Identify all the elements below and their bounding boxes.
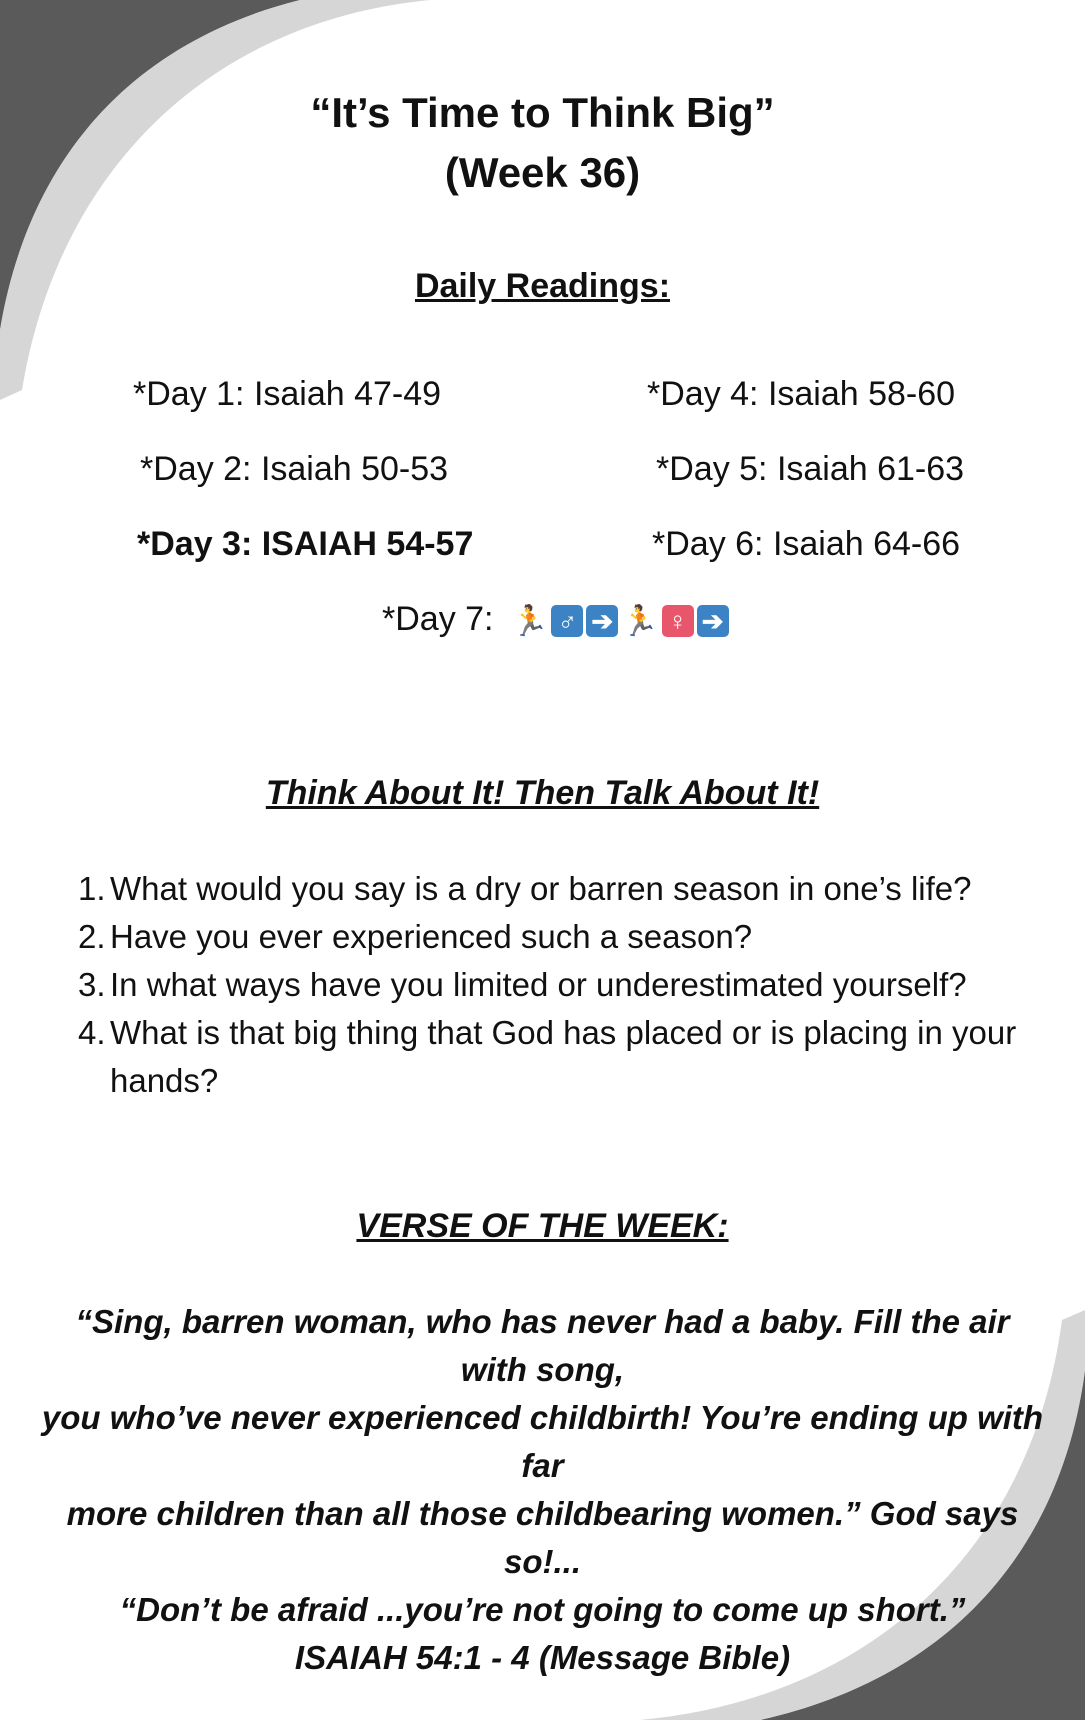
- list-item: [78, 913, 1028, 961]
- man-running-icon: 🏃: [510, 604, 549, 638]
- question-text: In what ways have you limited or underestimated yourself?: [110, 966, 967, 1003]
- reading-day-3: *Day 3: ISAIAH 54-57: [137, 525, 474, 563]
- question-number: 4.: [78, 1014, 106, 1051]
- question-number: 1.: [78, 870, 106, 907]
- verse-heading: VERSE OF THE WEEK:: [356, 1207, 729, 1245]
- verse-line: “Don’t be afraid ...you’re not going to come up short.”: [119, 1591, 966, 1628]
- discussion-heading: Think About It! Then Talk About It!: [265, 774, 820, 812]
- reading-day-6: *Day 6: Isaiah 64-66: [652, 525, 961, 563]
- verse-line: “Sing, barren woman, who has never had a baby. Fill the air with song,: [75, 1303, 1010, 1388]
- reading-day-7: [382, 600, 729, 639]
- woman-running-icon: 🏃: [621, 604, 659, 638]
- question-number: 3.: [78, 966, 106, 1003]
- verse-of-the-week: [40, 1298, 1045, 1682]
- female-sign-icon: ♀: [662, 605, 694, 637]
- male-sign-icon: ♂: [551, 605, 583, 637]
- page-title: “It’s Time to Think Big”: [310, 89, 775, 136]
- reading-day-1: *Day 1: Isaiah 47-49: [133, 375, 442, 413]
- reading-day-2: *Day 2: Isaiah 50-53: [140, 450, 449, 488]
- question-list: [78, 865, 1028, 1105]
- question-text: Have you ever experienced such a season?: [110, 918, 753, 955]
- list-item: [78, 865, 1028, 913]
- list-item: [78, 1009, 1028, 1105]
- question-number: 2.: [78, 918, 106, 955]
- daily-readings-heading: Daily Readings:: [414, 267, 671, 305]
- week-subtitle: (Week 36): [444, 149, 641, 196]
- verse-reference: ISAIAH 54:1 - 4 (Message Bible): [294, 1639, 791, 1676]
- reading-day-7-label: *Day 7:: [382, 600, 494, 638]
- right-arrow-icon: ➔: [586, 605, 618, 637]
- verse-line: you who’ve never experienced childbirth! You’re ending up with far: [41, 1399, 1044, 1484]
- verse-line: more children than all those childbearing women.” God says so!...: [66, 1495, 1019, 1580]
- reading-day-4: *Day 4: Isaiah 58-60: [647, 375, 956, 413]
- reading-day-5: *Day 5: Isaiah 61-63: [656, 450, 965, 488]
- list-item: [78, 961, 1028, 1009]
- question-text: What is that big thing that God has placed or is placing in your hands?: [110, 1014, 1017, 1099]
- right-arrow-icon: ➔: [697, 605, 729, 637]
- day-7-emoji-row: [511, 604, 729, 639]
- question-text: What would you say is a dry or barren season in one’s life?: [110, 870, 972, 907]
